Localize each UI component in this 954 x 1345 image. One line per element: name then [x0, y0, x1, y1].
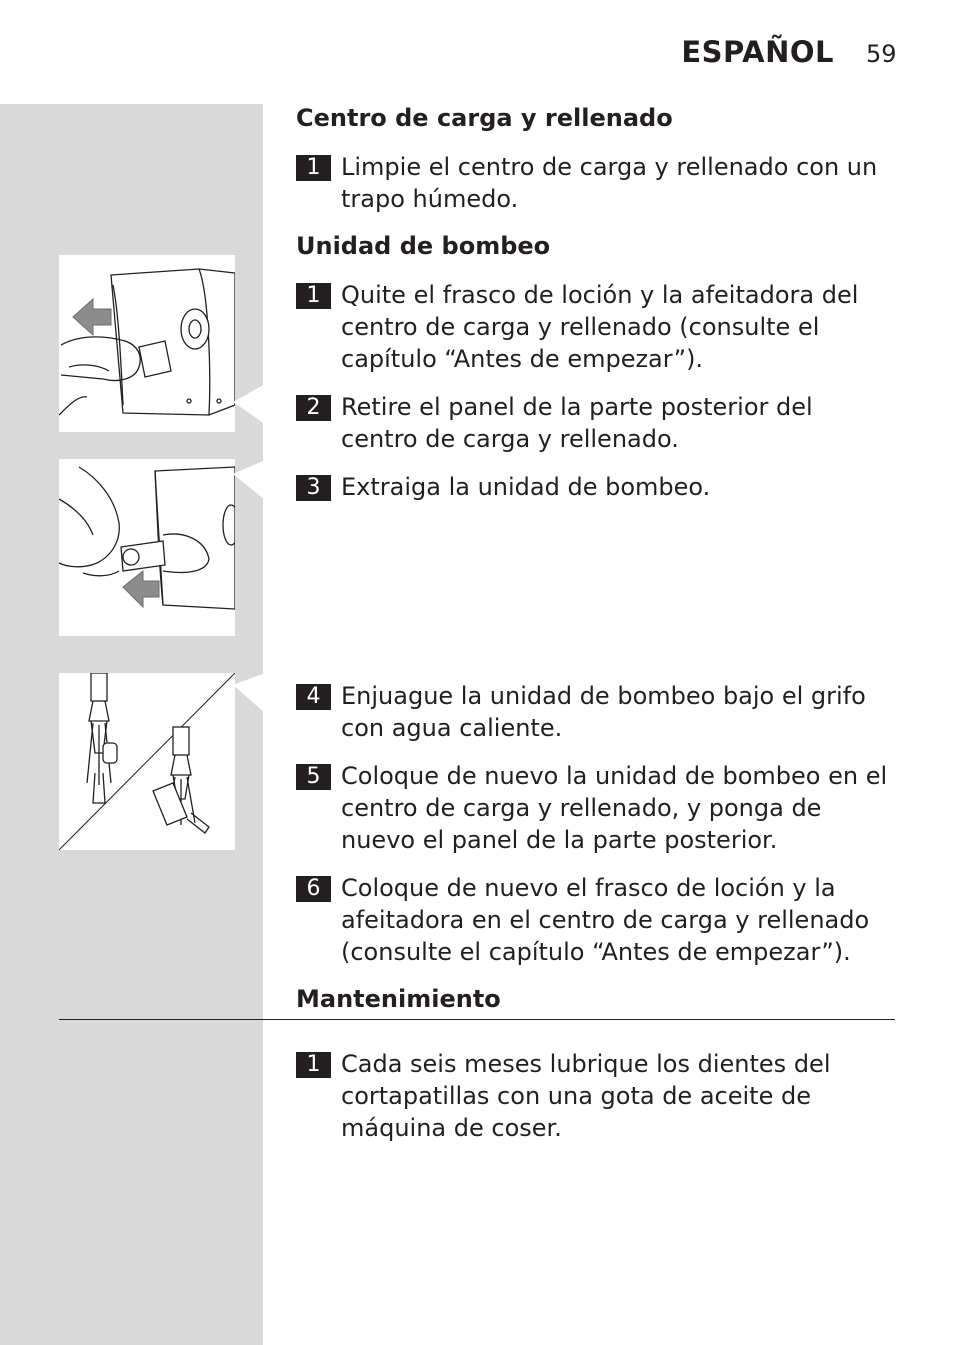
section-heading-carga: Centro de carga y rellenado [296, 104, 673, 132]
step-text: Extraiga la unidad de bombeo. [341, 473, 711, 501]
step-number: 1 [296, 1052, 331, 1078]
figure-pointer-3 [233, 673, 265, 713]
step-number: 5 [296, 764, 331, 790]
step-bombeo-5 [296, 760, 896, 856]
step-carga-1 [296, 151, 896, 215]
figure-pointer-2 [233, 460, 265, 500]
step-text: Retire el panel de la parte posterior del centro de carga y rellenado. [341, 393, 813, 453]
illustration-extract-pump [59, 459, 235, 636]
page-number: 59 [866, 40, 897, 68]
step-mantenimiento-1 [296, 1048, 896, 1144]
step-number: 1 [296, 283, 331, 309]
step-text: Coloque de nuevo la unidad de bombeo en el centro de carga y rellenado, y ponga de nuevo el panel de la parte posterior. [341, 762, 888, 854]
step-bombeo-3 [296, 471, 896, 503]
step-number: 1 [296, 155, 331, 181]
illustration-remove-bottle [59, 255, 235, 432]
step-number: 3 [296, 475, 331, 501]
step-bombeo-1 [296, 279, 896, 375]
step-text: Quite el frasco de loción y la afeitadora del centro de carga y rellenado (consulte el capítulo “Antes de empezar”). [341, 281, 859, 373]
section-divider [59, 1019, 895, 1020]
step-text: Limpie el centro de carga y rellenado con un trapo húmedo. [341, 153, 878, 213]
section-heading-mantenimiento: Mantenimiento [296, 985, 501, 1013]
illustration-rinse-pump-drawing [59, 673, 235, 850]
language-label: ESPAÑOL [681, 35, 834, 69]
illustration-extract-pump-drawing [59, 459, 235, 636]
step-text: Cada seis meses lubrique los dientes del cortapatillas con una gota de aceite de máquina de coser. [341, 1050, 831, 1142]
step-bombeo-6 [296, 872, 896, 968]
section-heading-bombeo: Unidad de bombeo [296, 232, 551, 260]
step-bombeo-4 [296, 680, 896, 744]
illustration-rinse-pump [59, 673, 235, 850]
illustration-remove-bottle-drawing [59, 255, 235, 432]
step-text: Coloque de nuevo el frasco de loción y la afeitadora en el centro de carga y rellenado (consulte el capítulo “Antes de empezar”). [341, 874, 870, 966]
step-number: 6 [296, 876, 331, 902]
step-number: 2 [296, 395, 331, 421]
step-bombeo-2 [296, 391, 896, 455]
step-text: Enjuague la unidad de bombeo bajo el grifo con agua caliente. [341, 682, 866, 742]
step-number: 4 [296, 684, 331, 710]
figure-pointer-1 [233, 384, 265, 424]
